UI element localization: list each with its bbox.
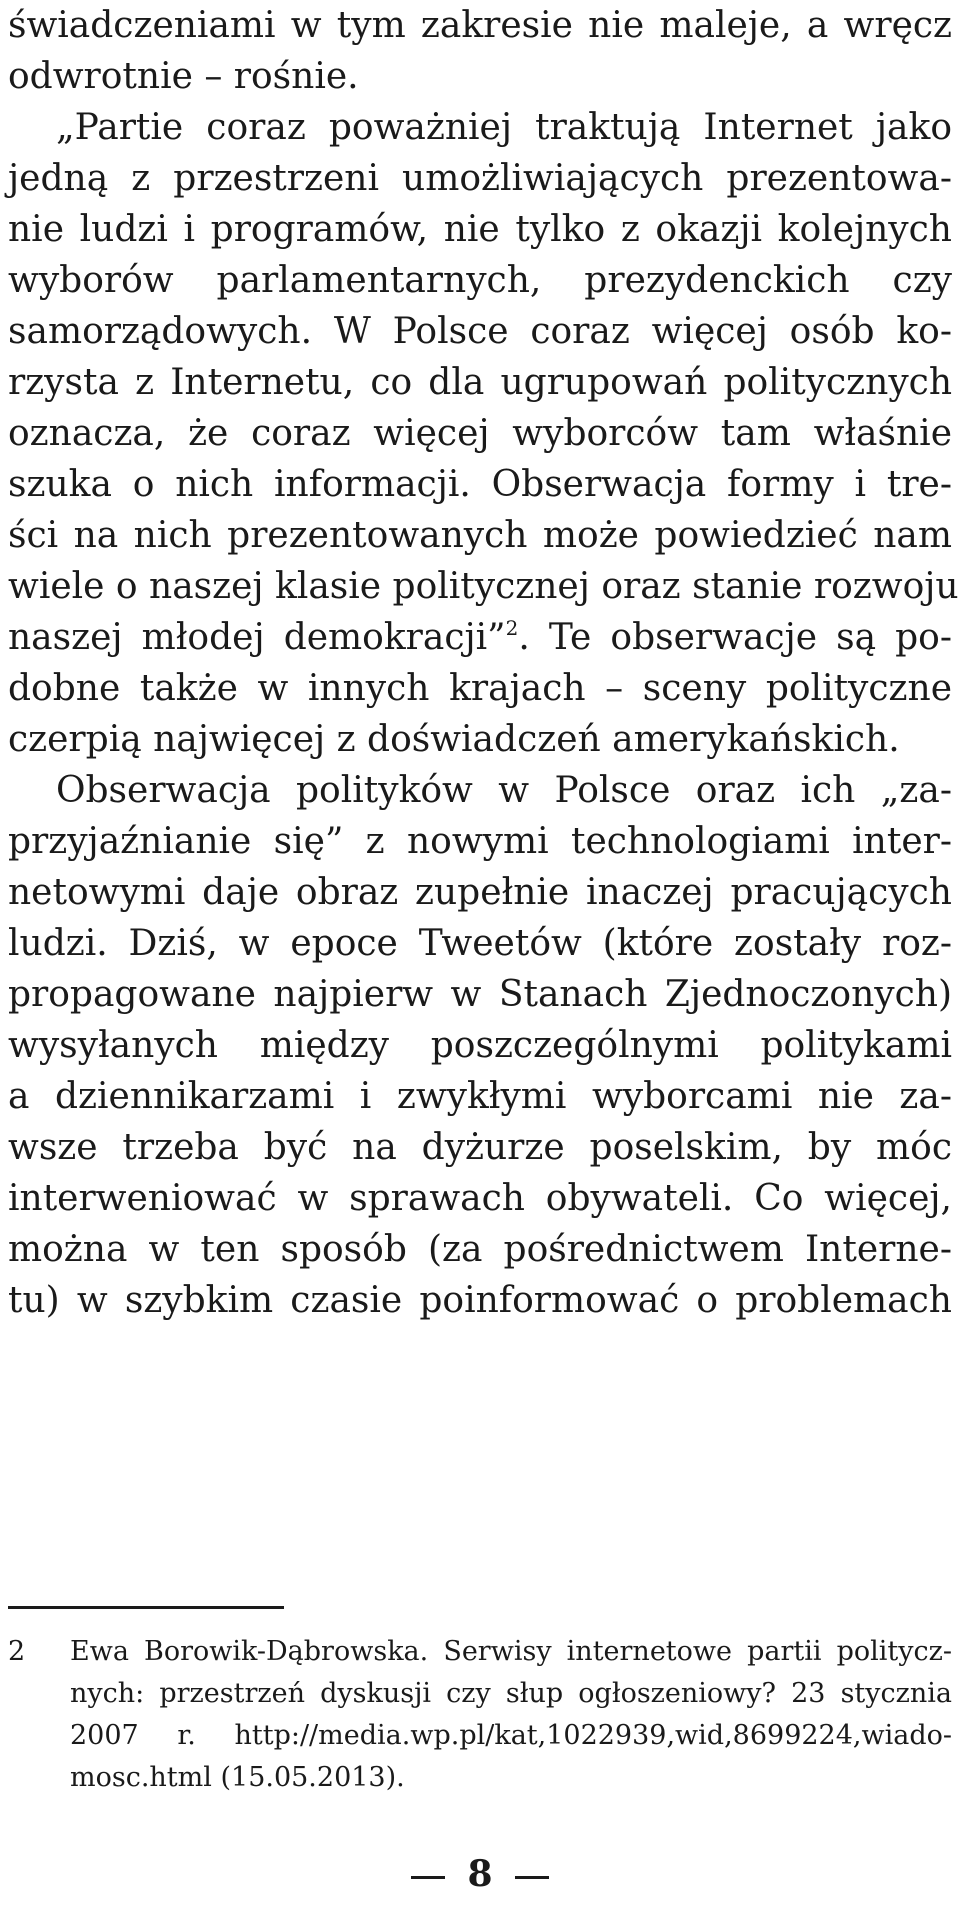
text-line: samorządowych. W Polsce coraz więcej osób ko- <box>8 311 952 352</box>
text-line: dobne także w innych krajach – sceny polityczne <box>8 668 952 709</box>
footnote-reference[interactable]: 2 <box>505 616 519 640</box>
text-line: Obserwacja polityków w Polsce oraz ich „za- <box>56 770 952 811</box>
folio-dash-left <box>411 1876 445 1879</box>
footnote-divider <box>8 1606 284 1609</box>
text-line: wysyłanych między poszczególnymi politykami <box>8 1025 952 1066</box>
text-line: świadczeniami w tym zakresie nie maleje, a wręcz <box>8 5 952 46</box>
page-number-footer <box>0 1853 960 1895</box>
text-line: wyborów parlamentarnych, prezydenckich czy <box>8 260 952 301</box>
text-line: jedną z przestrzeni umożliwiających prezentowa- <box>8 158 952 199</box>
text-line: czerpią najwięcej z doświadczeń amerykańskich. <box>8 719 900 760</box>
folio-dash-right <box>515 1876 549 1879</box>
text-line: nie ludzi i programów, nie tylko z okazji kolejnych <box>8 209 952 250</box>
text-line: tu) w szybkim czasie poinformować o problemach <box>8 1280 952 1321</box>
text-line: ści na nich prezentowanych może powiedzieć nam <box>8 515 952 556</box>
footnote-line: mosc.html (15.05.2013). <box>70 1762 405 1793</box>
text-line: „Partie coraz poważniej traktują Internet jako <box>56 107 952 148</box>
text-line: odwrotnie – rośnie. <box>8 56 359 97</box>
text-line: netowymi daje obraz zupełnie inaczej pracujących <box>8 872 952 913</box>
text-line: wsze trzeba być na dyżurze poselskim, by móc <box>8 1127 952 1168</box>
text-line: interweniować w sprawach obywateli. Co więcej, <box>8 1178 952 1219</box>
footnote-line: nych: przestrzeń dyskusji czy słup ogłoszeniowy? 23 stycznia <box>70 1678 952 1709</box>
text-line: szuka o nich informacji. Obserwacja formy i tre- <box>8 464 952 505</box>
text-line: ludzi. Dziś, w epoce Tweetów (które zostały roz- <box>8 923 952 964</box>
text-line: można w ten sposób (za pośrednictwem Interne- <box>8 1229 952 1270</box>
text-line: propagowane najpierw w Stanach Zjednoczonych) <box>8 974 952 1015</box>
footnote-number: 2 <box>8 1636 26 1667</box>
text-line: przyjaźnianie się” z nowymi technologiami inter- <box>8 821 952 862</box>
text-line-with-footnote <box>8 616 953 658</box>
text-segment: naszej młodej demokracji” <box>8 617 506 658</box>
text-line: wiele o naszej klasie politycznej oraz stanie rozwoju <box>8 566 959 607</box>
text-line: oznacza, że coraz więcej wyborców tam właśnie <box>8 413 952 454</box>
page-number: 8 <box>467 1853 493 1895</box>
text-line: rzysta z Internetu, co dla ugrupowań politycznych <box>8 362 952 403</box>
footnote-line: Ewa Borowik-Dąbrowska. Serwisy internetowe partii politycz- <box>70 1636 952 1667</box>
text-segment: . Te obserwacje są po- <box>518 617 953 658</box>
footnote-line: 2007 r. http://media.wp.pl/kat,1022939,wid,8699224,wiado- <box>70 1720 952 1751</box>
text-line: a dziennikarzami i zwykłymi wyborcami nie za- <box>8 1076 952 1117</box>
